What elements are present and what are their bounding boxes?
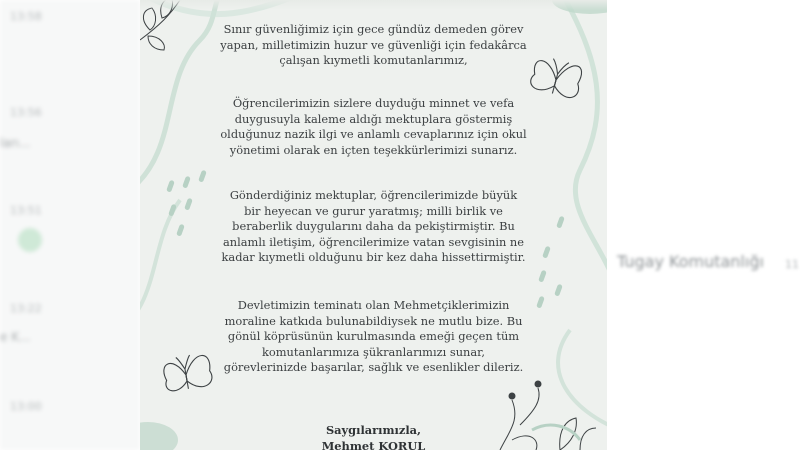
- letter-paragraph: [140, 96, 607, 158]
- letter-line: Devletimizin teminatı olan Mehmetçiklerimizin: [237, 298, 510, 312]
- letter-line: olduğunuz nazik ilgi ve anlamlı cevaplarınız için okul: [220, 127, 527, 142]
- chat-time: 13:00: [10, 400, 42, 413]
- letter-line: Sınır güvenliğimiz için gece gündüz demeden görev: [223, 22, 524, 36]
- letter-line: komutanlarımıza şükranlarımızı sunar,: [262, 344, 485, 359]
- letter-paragraph: [140, 298, 607, 376]
- letter-line: moraline katkıda bulunabildiysek ne mutlu bize. Bu: [224, 313, 523, 328]
- letter-line: yapan, milletimizin huzur ve güvenliği için fedakârca: [220, 37, 527, 52]
- letter-line: Öğrencilerimizin sizlere duyduğu minnet ve vefa: [232, 96, 515, 110]
- letter-line: kadar kıymetli olduğunu bir kez daha hissettirmiştir.: [221, 250, 526, 265]
- letter-paragraph: [140, 22, 607, 69]
- chat-snippet: e K...: [0, 330, 31, 344]
- letter-line: anlamlı iletişim, öğrencilerimize vatan sevgisinin ne: [222, 234, 525, 249]
- unread-badge: [18, 228, 42, 252]
- letter-line: duygusuyla kaleme aldığı mektuplara göstermiş: [234, 111, 513, 126]
- background-contact-name: Tugay Komutanlığı: [617, 252, 764, 271]
- letter-line: gönül köprüsünün kurulmasında emeği geçen tüm: [227, 329, 520, 344]
- chat-snippet: ları...: [0, 136, 31, 150]
- chat-time: 13:58: [10, 10, 42, 23]
- letter-line: görevlerinizde başarılar, sağlık ve esenlikler dileriz.: [223, 360, 524, 375]
- letter-closing: Saygılarımızla,: [325, 423, 422, 437]
- chat-time: 13:22: [10, 302, 42, 315]
- background-contact-trail: 11: [785, 258, 799, 271]
- letter-paragraph: [140, 188, 607, 266]
- letter-line: bir heyecan ve gurur yaratmış; milli birlik ve: [244, 203, 503, 218]
- letter-top-fade: [140, 0, 607, 10]
- letter-line: yönetimi olarak en içten teşekkürlerimizi sunarız.: [229, 142, 518, 157]
- letter-signer: Mehmet KORUL: [321, 439, 426, 450]
- chat-time: 13:51: [10, 204, 42, 217]
- background-chat-list: [0, 0, 140, 450]
- chat-time: 13:56: [10, 106, 42, 119]
- letter-line: çalışan kıymetli komutanlarımız,: [279, 53, 468, 68]
- background-right-panel: [607, 0, 800, 450]
- letter-line: beraberlik duygularını daha da pekiştirmiştir. Bu: [232, 219, 515, 234]
- letter-image: [140, 0, 607, 450]
- letter-line: Gönderdiğiniz mektuplar, öğrencilerimizde büyük: [229, 188, 518, 202]
